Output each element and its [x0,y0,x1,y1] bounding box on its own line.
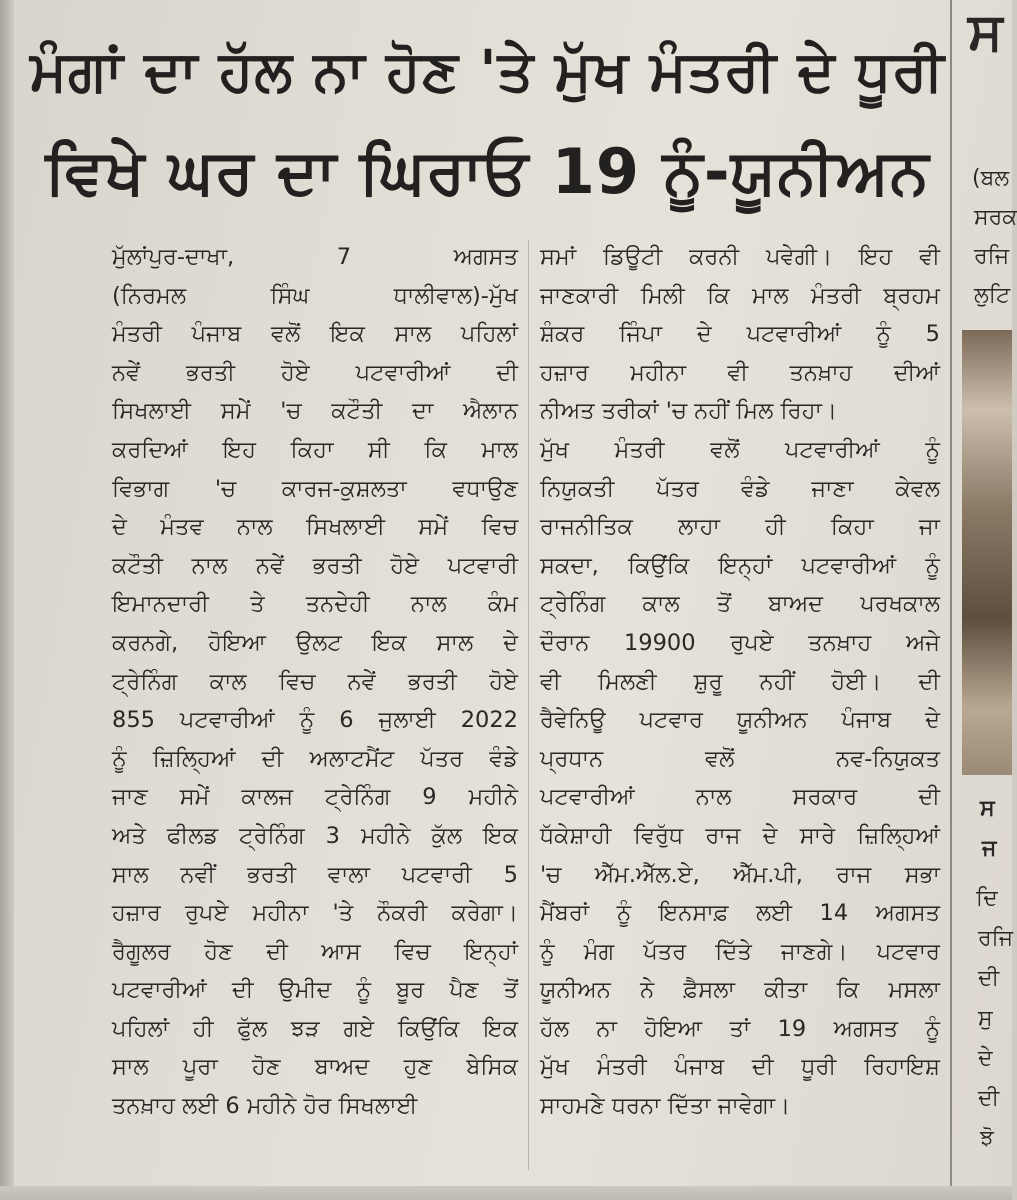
article-line: ਧੱਕੇਸ਼ਾਹੀ ਵਿਰੁੱਧ ਰਾਜ ਦੇ ਸਾਰੇ ਜ਼ਿਲ੍ਹਿਆਂ [540,822,940,849]
article-line: ਨਿਯੁਕਤੀ ਪੱਤਰ ਵੰਡੇ ਜਾਣਾ ਕੇਵਲ [540,475,940,502]
article-line: ਮੁੱਖ ਮੰਤਰੀ ਪੰਜਾਬ ਦੀ ਧੂਰੀ ਰਿਹਾਇਸ਼ [540,1054,940,1081]
adjacent-text-fragment: ਦਿ [976,886,998,911]
article-line: 'ਚ ਐੱਮ.ਐੱਲ.ਏ, ਐੱਮ.ਪੀ, ਰਾਜ ਸਭਾ [540,861,940,888]
article-right-column [540,238,940,1183]
article-line: ਪਟਵਾਰੀਆਂ ਨਾਲ ਸਰਕਾਰ ਦੀ [540,784,940,811]
article-line: ਹਜ਼ਾਰ ਰੁਪਏ ਮਹੀਨਾ 'ਤੇ ਨੌਕਰੀ ਕਰੇਗਾ। [112,900,518,927]
adjacent-subhead-fragment: ਜ [982,836,997,861]
article-line: ਰਾਜਨੀਤਿਕ ਲਾਹਾ ਹੀ ਕਿਹਾ ਜਾ [540,514,940,541]
article-line: ਟ੍ਰੇਨਿੰਗ ਕਾਲ ਤੋਂ ਬਾਅਦ ਪਰਖਕਾਲ [540,591,940,618]
adjacent-article [952,0,1017,1200]
article-line: ਹਜ਼ਾਰ ਮਹੀਨਾ ਵੀ ਤਨਖ਼ਾਹ ਦੀਆਂ [540,359,940,386]
adjacent-text-fragment: ਦੇ [978,1046,993,1071]
adjacent-text-fragment: (ਬਲ [972,166,1010,191]
article-line: ਮੰਤਰੀ ਪੰਜਾਬ ਵਲੋਂ ਇਕ ਸਾਲ ਪਹਿਲਾਂ [112,321,518,348]
article-line: ਕਰਨਗੇ, ਹੋਇਆ ਉਲਟ ਇਕ ਸਾਲ ਦੇ [112,629,518,656]
adjacent-text-fragment: ਰਜਿ [978,926,1014,951]
article-line: ਜਾਣ ਸਮੇਂ ਕਾਲਜ ਟ੍ਰੇਨਿੰਗ 9 ਮਹੀਨੇ [112,784,518,811]
article-line: ਨੂੰ ਮੰਗ ਪੱਤਰ ਦਿੱਤੇ ਜਾਣਗੇ। ਪਟਵਾਰ [540,938,940,965]
article-line: ਸਾਲ ਨਵੀਂ ਭਰਤੀ ਵਾਲਾ ਪਟਵਾਰੀ 5 [112,861,518,888]
article-line: ਰੈਗੂਲਰ ਹੋਣ ਦੀ ਆਸ ਵਿਚ ਇਨ੍ਹਾਂ [112,938,518,965]
page-edge-shadow [0,0,14,1200]
adjacent-text-fragment: ਲੁਟਿ [974,283,1011,308]
adjacent-text-fragment: ਦੀ [978,1086,1000,1111]
article-line: ਜਾਣਕਾਰੀ ਮਿਲੀ ਕਿ ਮਾਲ ਮੰਤਰੀ ਬ੍ਰਹਮ [540,282,940,309]
article-line: ਸਕਦਾ, ਕਿਉਂਕਿ ਇਨ੍ਹਾਂ ਪਟਵਾਰੀਆਂ ਨੂੰ [540,552,940,579]
article-line: ਸਾਹਮਣੇ ਧਰਨਾ ਦਿੱਤਾ ਜਾਵੇਗਾ। [540,1093,791,1120]
article-line: ਮੁੱਖ ਮੰਤਰੀ ਵਲੋਂ ਪਟਵਾਰੀਆਂ ਨੂੰ [540,436,940,463]
article-line: ਹੱਲ ਨਾ ਹੋਇਆ ਤਾਂ 19 ਅਗਸਤ ਨੂੰ [540,1015,940,1042]
article-line: ਸਿਖਲਾਈ ਸਮੇਂ 'ਚ ਕਟੌਤੀ ਦਾ ਐਲਾਨ [112,398,518,425]
article-line: ਰੈਵੇਨਿਊ ਪਟਵਾਰ ਯੂਨੀਅਨ ਪੰਜਾਬ ਦੇ [540,707,940,734]
headline-line-2: ਵਿਖੇ ਘਰ ਦਾ ਘਿਰਾਓ 19 ਨੂੰ-ਯੂਨੀਅਨ [45,135,930,208]
article-line: ਟ੍ਰੇਨਿੰਗ ਕਾਲ ਵਿਚ ਨਵੇਂ ਭਰਤੀ ਹੋਏ [112,668,518,695]
article-line: (ਨਿਰਮਲ ਸਿੰਘ ਧਾਲੀਵਾਲ)-ਮੁੱਖ [112,282,518,309]
adjacent-text-fragment: ਝੋ [980,1126,994,1151]
article-line: ਨੂੰ ਜ਼ਿਲ੍ਹਿਆਂ ਦੀ ਅਲਾਟਮੈਂਟ ਪੱਤਰ ਵੰਡੇ [112,745,518,772]
adjacent-text-fragment: ਸੁ [978,1006,993,1031]
article-line: ਪਟਵਾਰੀਆਂ ਦੀ ਉਮੀਦ ਨੂੰ ਬੂਰ ਪੈਣ ਤੋਂ [112,977,518,1004]
article-line: ਇਮਾਨਦਾਰੀ ਤੇ ਤਨਦੇਹੀ ਨਾਲ ਕੰਮ [112,591,518,618]
article-line: ਸਮਾਂ ਡਿਊਟੀ ਕਰਨੀ ਪਵੇਗੀ। ਇਹ ਵੀ [540,244,940,270]
adjacent-text-fragment: ਰਜਿ [974,244,1010,269]
adjacent-photo [962,330,1012,775]
article-line: ਨੀਅਤ ਤਰੀਕਾਂ 'ਚ ਨਹੀਂ ਮਿਲ ਰਿਹਾ। [540,398,838,425]
article-line: ਸਾਲ ਪੂਰਾ ਹੋਣ ਬਾਅਦ ਹੁਣ ਬੇਸਿਕ [112,1054,518,1081]
article-line: ਮੁੱਲਾਂਪੁਰ-ਦਾਖਾ, 7 ਅਗਸਤ [112,244,518,270]
headline-line-1: ਮੰਗਾਂ ਦਾ ਹੱਲ ਨਾ ਹੋਣ 'ਤੇ ਮੁੱਖ ਮੰਤਰੀ ਦੇ ਧੂਰੀ [30,39,945,104]
adjacent-headline-fragment: ਸ [968,2,1003,62]
article-line: ਪ੍ਰਧਾਨ ਵਲੋਂ ਨਵ-ਨਿਯੁਕਤ [540,745,940,772]
adjacent-text-fragment: ਦੀ [978,966,1000,991]
article-line: 855 ਪਟਵਾਰੀਆਂ ਨੂੰ 6 ਜੁਲਾਈ 2022 [112,707,518,734]
article-line: ਅਤੇ ਫੀਲਡ ਟ੍ਰੇਨਿੰਗ 3 ਮਹੀਨੇ ਕੁੱਲ ਇਕ [112,822,518,849]
article-line: ਪਹਿਲਾਂ ਹੀ ਫੁੱਲ ਝੜ ਗਏ ਕਿਉਂਕਿ ਇਕ [112,1015,518,1042]
article-line: ਦੌਰਾਨ 19900 ਰੁਪਏ ਤਨਖ਼ਾਹ ਅਜੇ [540,629,940,656]
adjacent-subhead-fragment: ਸ [980,796,995,821]
article-line: ਯੂਨੀਅਨ ਨੇ ਫ਼ੈਸਲਾ ਕੀਤਾ ਕਿ ਮਸਲਾ [540,977,940,1004]
article-line: ਕਰਦਿਆਂ ਇਹ ਕਿਹਾ ਸੀ ਕਿ ਮਾਲ [112,436,518,463]
article-left-column [112,238,518,1183]
article-line: ਕਟੌਤੀ ਨਾਲ ਨਵੇਂ ਭਰਤੀ ਹੋਏ ਪਟਵਾਰੀ [112,552,518,579]
page-bottom-edge [0,1186,1012,1200]
article-line: ਤਨਖ਼ਾਹ ਲਈ 6 ਮਹੀਨੇ ਹੋਰ ਸਿਖਲਾਈ [112,1093,418,1120]
article-line: ਸ਼ੰਕਰ ਜਿੰਪਾ ਦੇ ਪਟਵਾਰੀਆਂ ਨੂੰ 5 [540,321,940,348]
article-line: ਵੀ ਮਿਲਣੀ ਸ਼ੁਰੂ ਨਹੀਂ ਹੋਈ। ਦੀ [540,668,940,695]
adjacent-text-fragment: ਸਰਕ [974,205,1017,230]
article-line: ਨਵੇਂ ਭਰਤੀ ਹੋਏ ਪਟਵਾਰੀਆਂ ਦੀ [112,359,518,386]
article-line: ਮੈਂਬਰਾਂ ਨੂੰ ਇਨਸਾਫ਼ ਲਈ 14 ਅਗਸਤ [540,900,940,927]
article-line: ਵਿਭਾਗ 'ਚ ਕਾਰਜ-ਕੁਸ਼ਲਤਾ ਵਧਾਉਣ [112,475,518,502]
article-line: ਦੇ ਮੰਤਵ ਨਾਲ ਸਿਖਲਾਈ ਸਮੇਂ ਵਿਚ [112,514,518,541]
column-divider [528,240,529,1170]
